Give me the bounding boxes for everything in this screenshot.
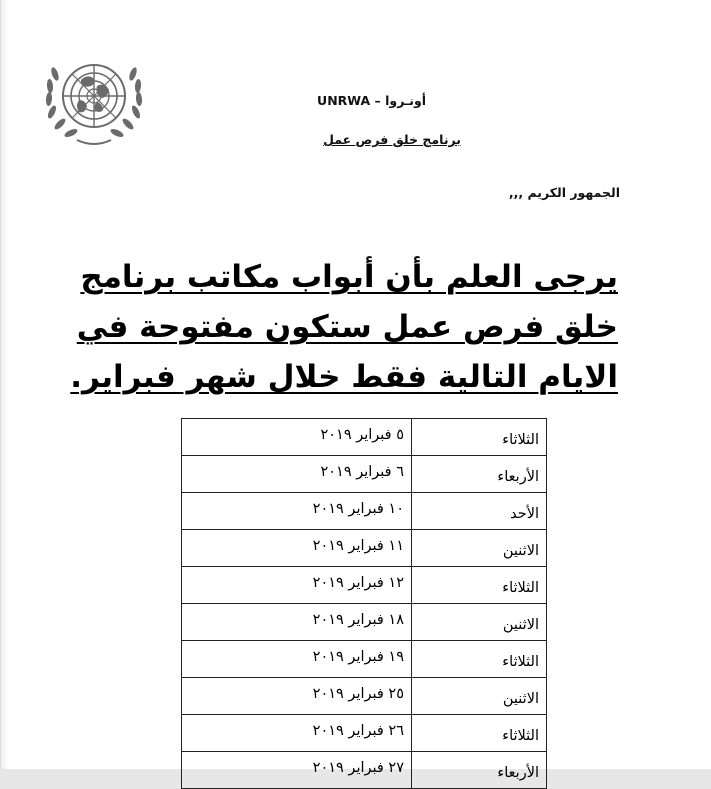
date-cell: ٢٧ فبراير ٢٠١٩ — [182, 752, 412, 789]
table-row — [182, 530, 547, 567]
un-emblem-icon — [37, 50, 151, 150]
table-row — [182, 641, 547, 678]
program-title: برنامج خلق فرص عمل — [323, 132, 461, 147]
day-cell: الاثنين — [412, 678, 547, 715]
date-cell: ١٩ فبراير ٢٠١٩ — [182, 641, 412, 678]
date-cell: ١٢ فبراير ٢٠١٩ — [182, 567, 412, 604]
table-row — [182, 419, 547, 456]
day-cell: الثلاثاء — [412, 641, 547, 678]
date-cell: ٢٥ فبراير ٢٠١٩ — [182, 678, 412, 715]
day-cell: الثلاثاء — [412, 715, 547, 752]
date-cell: ٢٦ فبراير ٢٠١٩ — [182, 715, 412, 752]
table-row — [182, 604, 547, 641]
date-cell: ١١ فبراير ٢٠١٩ — [182, 530, 412, 567]
date-cell: ٦ فبراير ٢٠١٩ — [182, 456, 412, 493]
day-cell: الاثنين — [412, 604, 547, 641]
table-row — [182, 493, 547, 530]
day-cell: الاثنين — [412, 530, 547, 567]
announcement-line: الايام التالية فقط خلال شهر فبراير. — [70, 359, 618, 395]
day-cell: الأربعاء — [412, 456, 547, 493]
table-row — [182, 678, 547, 715]
page-edge — [1, 0, 9, 769]
announcement-line: يرجى العلم بأن أبواب مكاتب برنامج — [80, 259, 618, 295]
schedule-table — [181, 418, 547, 789]
greeting: الجمهور الكريم ,,, — [508, 185, 620, 200]
table-row — [182, 567, 547, 604]
table-row — [182, 456, 547, 493]
day-cell: الأربعاء — [412, 752, 547, 789]
day-cell: الثلاثاء — [412, 419, 547, 456]
table-row — [182, 752, 547, 789]
announcement-line: خلق فرص عمل ستكون مفتوحة في — [76, 309, 618, 345]
table-row — [182, 715, 547, 752]
day-cell: الثلاثاء — [412, 567, 547, 604]
date-cell: ١٠ فبراير ٢٠١٩ — [182, 493, 412, 530]
date-cell: ١٨ فبراير ٢٠١٩ — [182, 604, 412, 641]
date-cell: ٥ فبراير ٢٠١٩ — [182, 419, 412, 456]
organization-name: أونـروا – UNRWA — [317, 93, 426, 108]
day-cell: الأحد — [412, 493, 547, 530]
announcement — [70, 252, 618, 402]
